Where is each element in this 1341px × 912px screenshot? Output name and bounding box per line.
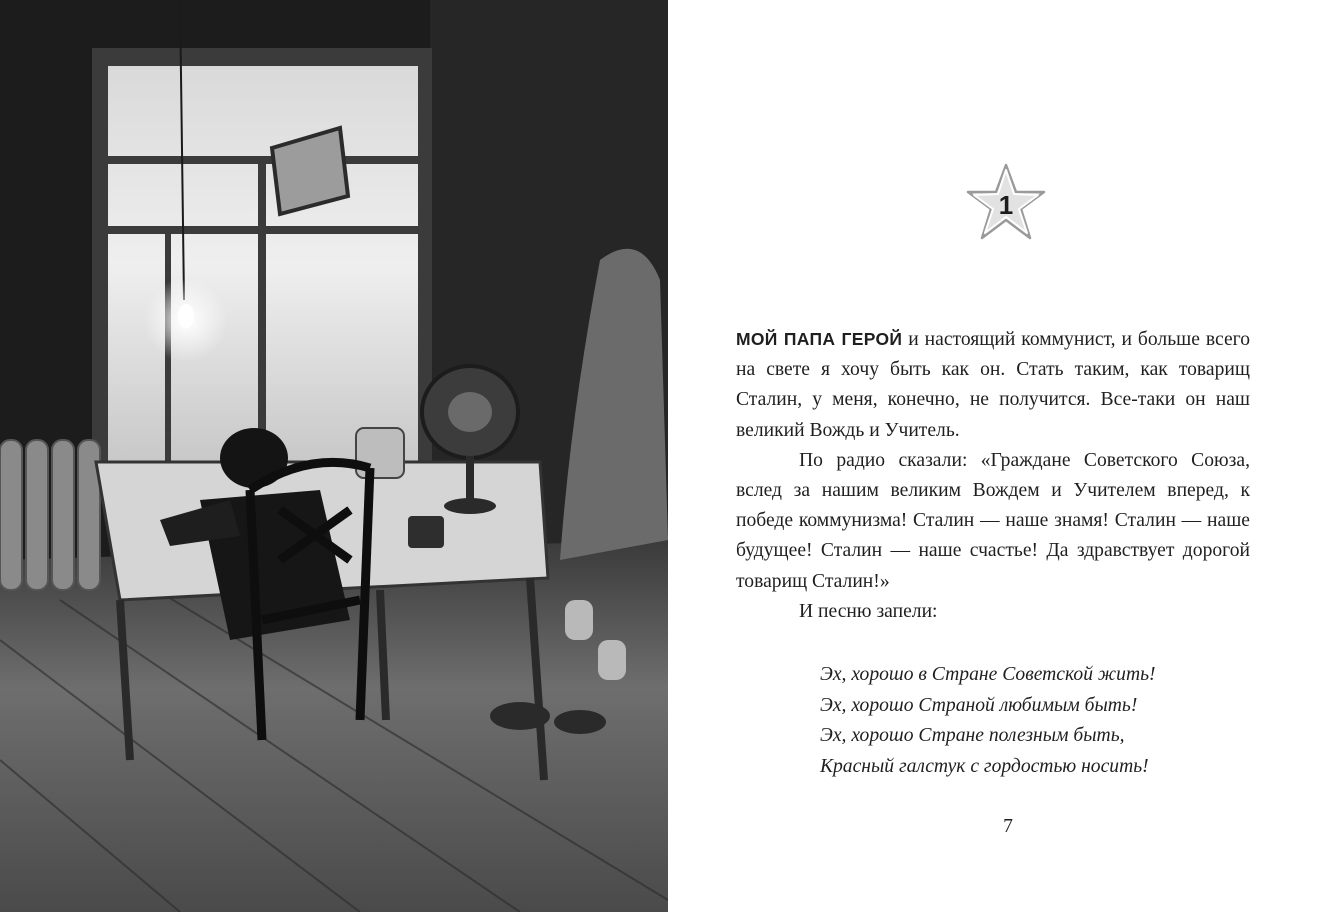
paragraph-1 <box>736 324 1250 446</box>
poem-line: Эх, хорошо Страной любимым быть! <box>820 694 1138 716</box>
chapter-text <box>736 324 1250 627</box>
illustration-drawing <box>0 0 668 912</box>
chapter-number: 1 <box>998 190 1014 220</box>
poem-verse <box>820 660 1250 782</box>
paragraph-2: По радио сказали: «Граждане Советского Союза, вслед за нашим великим Вождем и Учителем вперед, к победе коммунизма! Сталин — наше знамя! Сталин — наше будущее! Сталин — наше счастье! Да здравствует дорогой товарищ Сталин!» <box>736 449 1250 592</box>
text-page <box>668 0 1341 912</box>
poem-line: Красный галстук с гордостью носить! <box>820 755 1149 777</box>
boy-at-table-illustration <box>0 0 668 912</box>
chapter-badge <box>965 162 1047 242</box>
paragraph-3: И песню запели: <box>799 600 938 622</box>
page-number: 7 <box>1003 816 1013 837</box>
paragraph-1-text: и настоящий коммунист, и больше всего на свете я хочу быть как он. Стать таким, как товарищ Сталин, у меня, конечно, не получится. Все-таки он наш великий Вождь и Учитель. <box>736 329 1250 441</box>
poem-line: Эх, хорошо в Стране Советской жить! <box>820 664 1156 685</box>
poem-line: Эх, хорошо Стране полезным быть, <box>820 725 1125 746</box>
lead-caps: МОЙ ПАПА ГЕРОЙ <box>736 329 903 349</box>
